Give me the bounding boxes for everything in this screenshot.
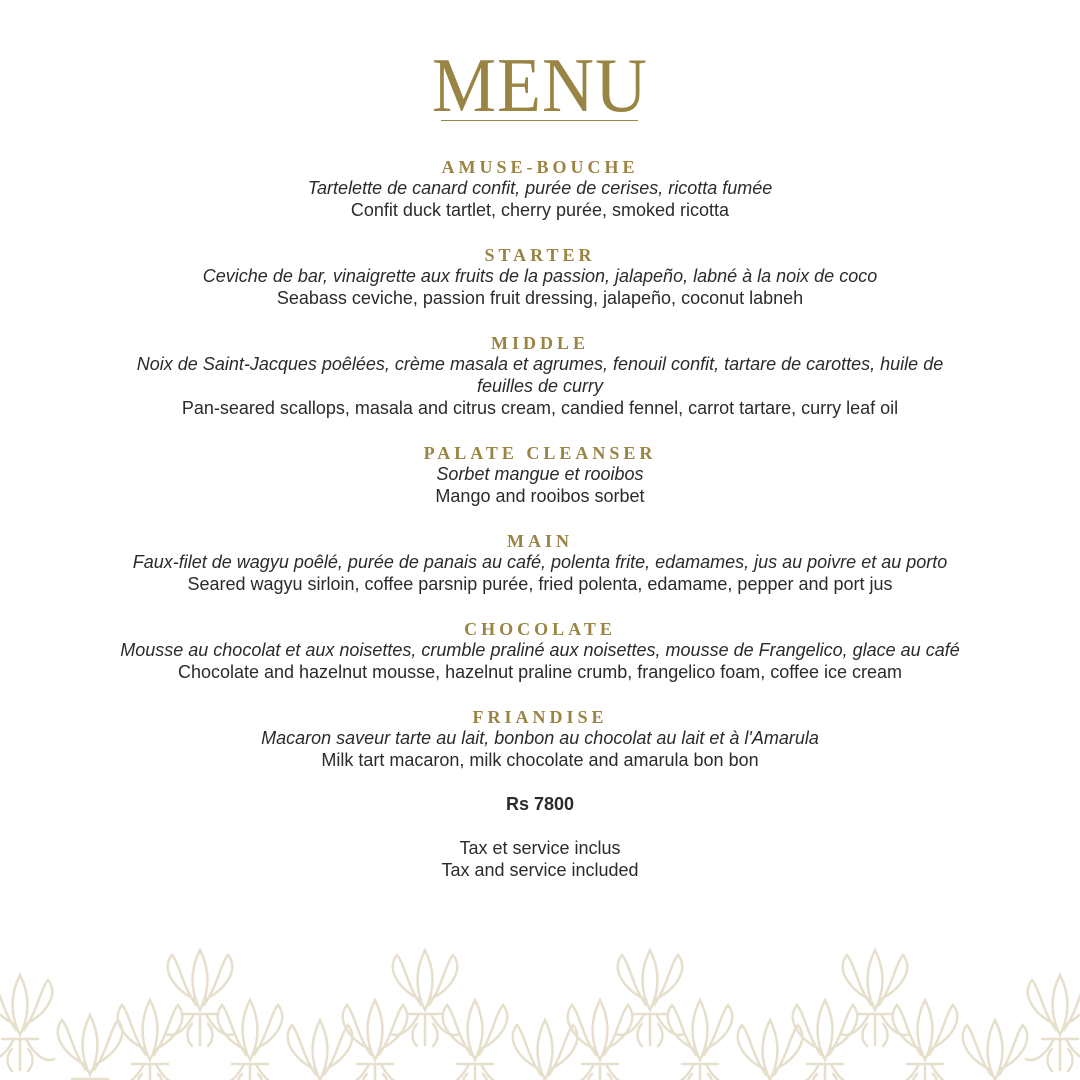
course-description-fr: Sorbet mangue et rooibos xyxy=(436,464,644,484)
course-description-fr: Faux-filet de wagyu poêlé, purée de panais au café, polenta frite, edamames, jus au poivre et au porto xyxy=(132,552,948,572)
menu-price: Rs 7800 xyxy=(505,794,575,814)
course-description-fr: Ceviche de bar, vinaigrette aux fruits de la passion, jalapeño, labné à la noix de coco xyxy=(202,266,878,286)
tax-notice xyxy=(0,837,1080,881)
course-description-fr: Tartelette de canard confit, purée de cerises, ricotta fumée xyxy=(307,178,773,198)
course-amuse-bouche xyxy=(0,155,1080,221)
course-description-en: Mango and rooibos sorbet xyxy=(435,486,645,506)
course-title: MAIN xyxy=(507,531,573,551)
course-middle xyxy=(0,331,1080,419)
course-title: AMUSE-BOUCHE xyxy=(441,157,639,177)
course-title: STARTER xyxy=(484,245,596,265)
course-description-en: Confit duck tartlet, cherry purée, smoked ricotta xyxy=(350,200,730,220)
course-title: PALATE CLEANSER xyxy=(423,443,657,463)
course-description-fr: Noix de Saint-Jacques poêlées, crème masala et agrumes, fenouil confit, tartare de carottes, huile de feuilles de curry xyxy=(136,354,944,396)
course-friandise xyxy=(0,705,1080,771)
course-description-en: Pan-seared scallops, masala and citrus cream, candied fennel, carrot tartare, curry leaf oil xyxy=(181,398,899,418)
course-description-en: Seared wagyu sirloin, coffee parsnip purée, fried polenta, edamame, pepper and port jus xyxy=(187,574,893,594)
tax-notice-en: Tax and service included xyxy=(441,860,639,880)
course-description-fr: Mousse au chocolat et aux noisettes, crumble praliné aux noisettes, mousse de Frangelico, glace au café xyxy=(120,640,960,660)
course-chocolate xyxy=(0,617,1080,683)
title-underline xyxy=(441,120,638,121)
course-palate-cleanser xyxy=(0,441,1080,507)
menu-list xyxy=(0,155,1080,881)
course-starter xyxy=(0,243,1080,309)
course-description-en: Chocolate and hazelnut mousse, hazelnut praline crumb, frangelico foam, coffee ice cream xyxy=(177,662,903,682)
course-title: FRIANDISE xyxy=(472,707,608,727)
course-description-fr: Macaron saveur tarte au lait, bonbon au chocolat au lait et à l'Amarula xyxy=(261,728,819,748)
menu-title: MENU xyxy=(432,41,648,129)
fleur-de-lis-icon xyxy=(0,940,1080,1080)
course-main xyxy=(0,529,1080,595)
tax-notice-fr: Tax et service inclus xyxy=(459,838,621,858)
fleur-de-lis-pattern xyxy=(0,940,1080,1080)
course-description-en: Seabass ceviche, passion fruit dressing, jalapeño, coconut labneh xyxy=(276,288,804,308)
course-title: CHOCOLATE xyxy=(464,619,616,639)
course-description-en: Milk tart macaron, milk chocolate and amarula bon bon xyxy=(321,750,759,770)
course-title: MIDDLE xyxy=(490,333,589,353)
